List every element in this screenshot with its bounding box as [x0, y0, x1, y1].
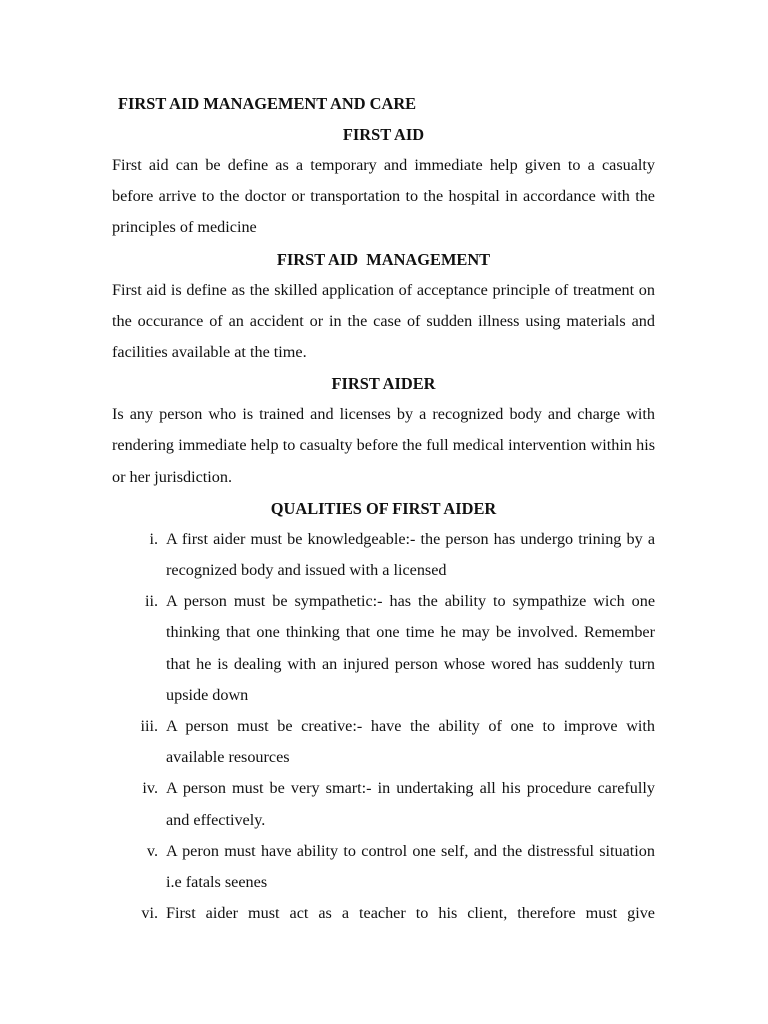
- section-first-aider: [112, 368, 655, 493]
- section-heading-qualities: QUALITIES OF FIRST AIDER: [270, 498, 497, 518]
- list-item-text: A person must be creative:- have the ability of one to improve with available resources: [166, 717, 655, 767]
- section-first-aid: [112, 119, 655, 244]
- list-item-number: iv.: [142, 779, 158, 798]
- section-paragraph-first-aid: First aid can be define as a temporary and immediate help given to a casualty before arrive to the doctor or transportation to the hospital in accordance with the principles of medicine: [112, 156, 655, 237]
- list-item-number: iii.: [140, 717, 158, 736]
- list-item-number: i.: [149, 529, 158, 548]
- list-item-number: v.: [146, 841, 158, 860]
- list-item-number: ii.: [144, 592, 158, 611]
- section-heading-first-aid-management: FIRST AID MANAGEMENT: [276, 249, 491, 269]
- list-item: [112, 524, 655, 586]
- list-item: [112, 773, 655, 835]
- list-item-text: A person must be very smart:- in undertaking all his procedure carefully and effectively.: [166, 779, 655, 829]
- document-page: [112, 88, 655, 929]
- list-item-text: First aider must act as a teacher to his client, therefore must give: [166, 904, 655, 923]
- section-first-aid-management: [112, 244, 655, 369]
- section-paragraph-first-aid-management: First aid is define as the skilled application of acceptance principle of treatment on the occurance of an accident or in the case of sudden illness using materials and facilities available at the time.: [112, 280, 655, 362]
- section-paragraph-first-aider: Is any person who is trained and licenses by a recognized body and charge with rendering immediate help to casualty before the full medical intervention within his or her jurisdiction.: [112, 405, 655, 486]
- list-item-text: A person must be sympathetic:- has the ability to sympathize wich one thinking that one thinking that one time he may be involved. Remember that he is dealing with an injured person whose wored has suddenly turn upside down: [166, 592, 655, 704]
- section-heading-first-aid: FIRST AID: [342, 125, 425, 144]
- list-item: [112, 836, 655, 898]
- list-item: [112, 711, 655, 773]
- list-item-text: A peron must have ability to control one self, and the distressful situation i.e fatals seenes: [166, 841, 655, 892]
- qualities-list: [112, 524, 655, 930]
- list-item-text: A first aider must be knowledgeable:- the person has undergo trining by a recognized body and issued with a licensed: [166, 529, 655, 580]
- list-item: [112, 898, 655, 929]
- list-item: [112, 586, 655, 711]
- document-title: FIRST AID MANAGEMENT AND CARE: [118, 94, 417, 113]
- section-heading-first-aider: FIRST AIDER: [331, 374, 436, 394]
- section-qualities-of-first-aider: [112, 493, 655, 930]
- list-item-number: vi.: [141, 904, 158, 923]
